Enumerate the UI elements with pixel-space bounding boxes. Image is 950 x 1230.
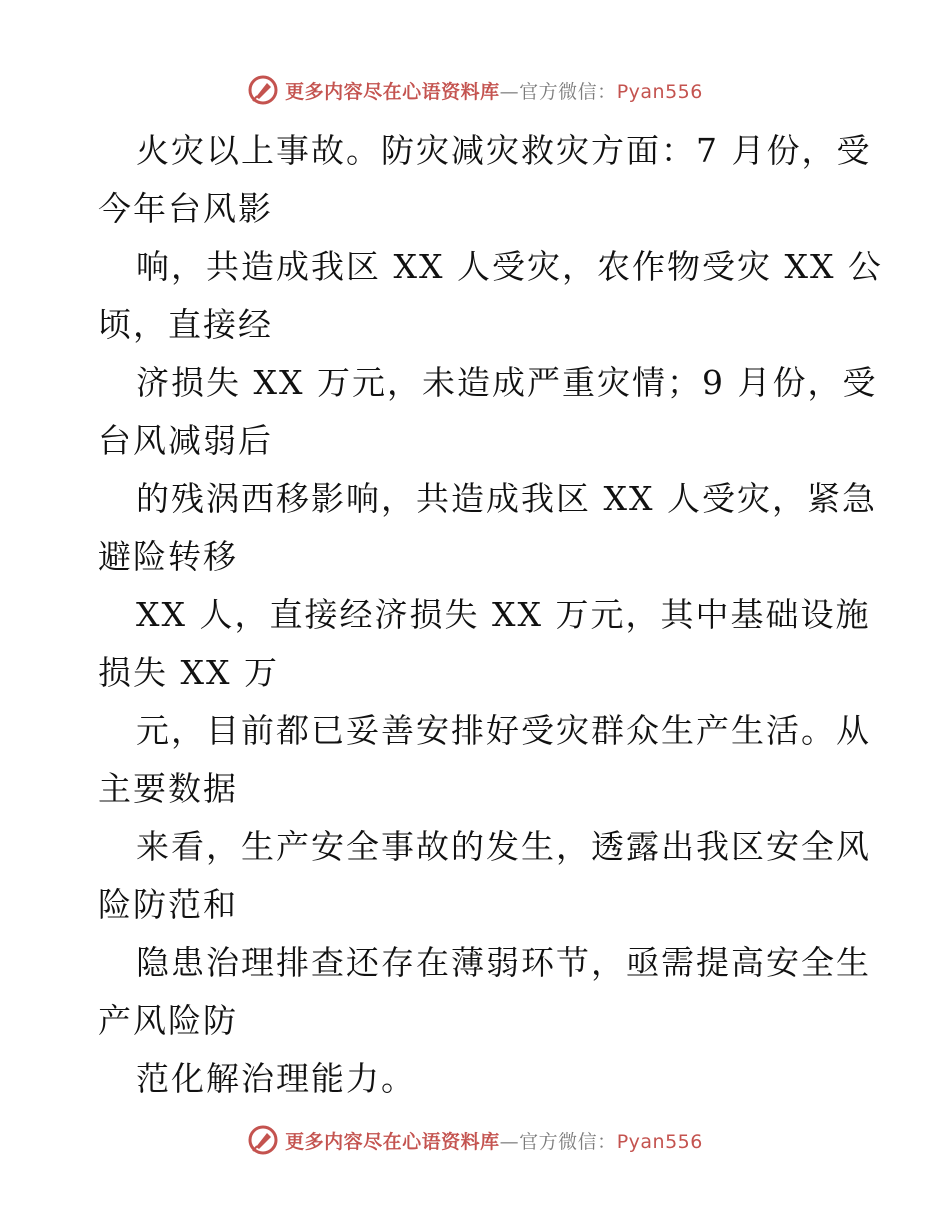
text-line: 元，目前都已妥善安排好受灾群众生产生活。从 xyxy=(136,711,871,750)
text-line: 避险转移 xyxy=(98,537,238,576)
text-line: 范化解治理能力。 xyxy=(136,1059,416,1098)
text-line: 济损失 XX 万元，未造成严重灾情；9 月份，受 xyxy=(136,363,878,402)
banner-separator: — xyxy=(499,1130,520,1153)
text-line: 今年台风影 xyxy=(98,189,273,228)
text-line: 产风险防 xyxy=(98,1001,238,1040)
text-line: 主要数据 xyxy=(98,769,238,808)
text-line: 隐患治理排查还存在薄弱环节，亟需提高安全生 xyxy=(136,943,871,982)
banner-wechat-id: Pyan556 xyxy=(616,1130,703,1153)
banner-wechat-id: Pyan556 xyxy=(616,80,703,103)
text-line: 险防范和 xyxy=(98,885,238,924)
document-body xyxy=(98,122,883,1108)
text-line: 损失 XX 万 xyxy=(98,653,279,692)
banner-title: 更多内容尽在心语资料库 xyxy=(285,1130,500,1153)
pen-nib-logo-icon xyxy=(247,1124,279,1156)
text-line: 台风减弱后 xyxy=(98,421,273,460)
header-banner xyxy=(0,70,950,110)
footer-banner xyxy=(0,1120,950,1160)
banner-separator: — xyxy=(499,80,520,103)
text-line: XX 人，直接经济损失 XX 万元，其中基础设施 xyxy=(136,595,871,634)
banner-title: 更多内容尽在心语资料库 xyxy=(285,80,500,103)
banner-wechat-label: 官方微信： xyxy=(519,1130,617,1153)
text-line: 火灾以上事故。防灾减灾救灾方面：7 月份，受 xyxy=(136,131,872,170)
text-line: 响，共造成我区 XX 人受灾，农作物受灾 XX 公 xyxy=(136,247,883,286)
banner-wechat-label: 官方微信： xyxy=(519,80,617,103)
text-line: 来看，生产安全事故的发生，透露出我区安全风 xyxy=(136,827,871,866)
pen-nib-logo-icon xyxy=(247,74,279,106)
text-line: 顷，直接经 xyxy=(98,305,273,344)
text-line: 的残涡西移影响，共造成我区 XX 人受灾，紧急 xyxy=(136,479,877,518)
